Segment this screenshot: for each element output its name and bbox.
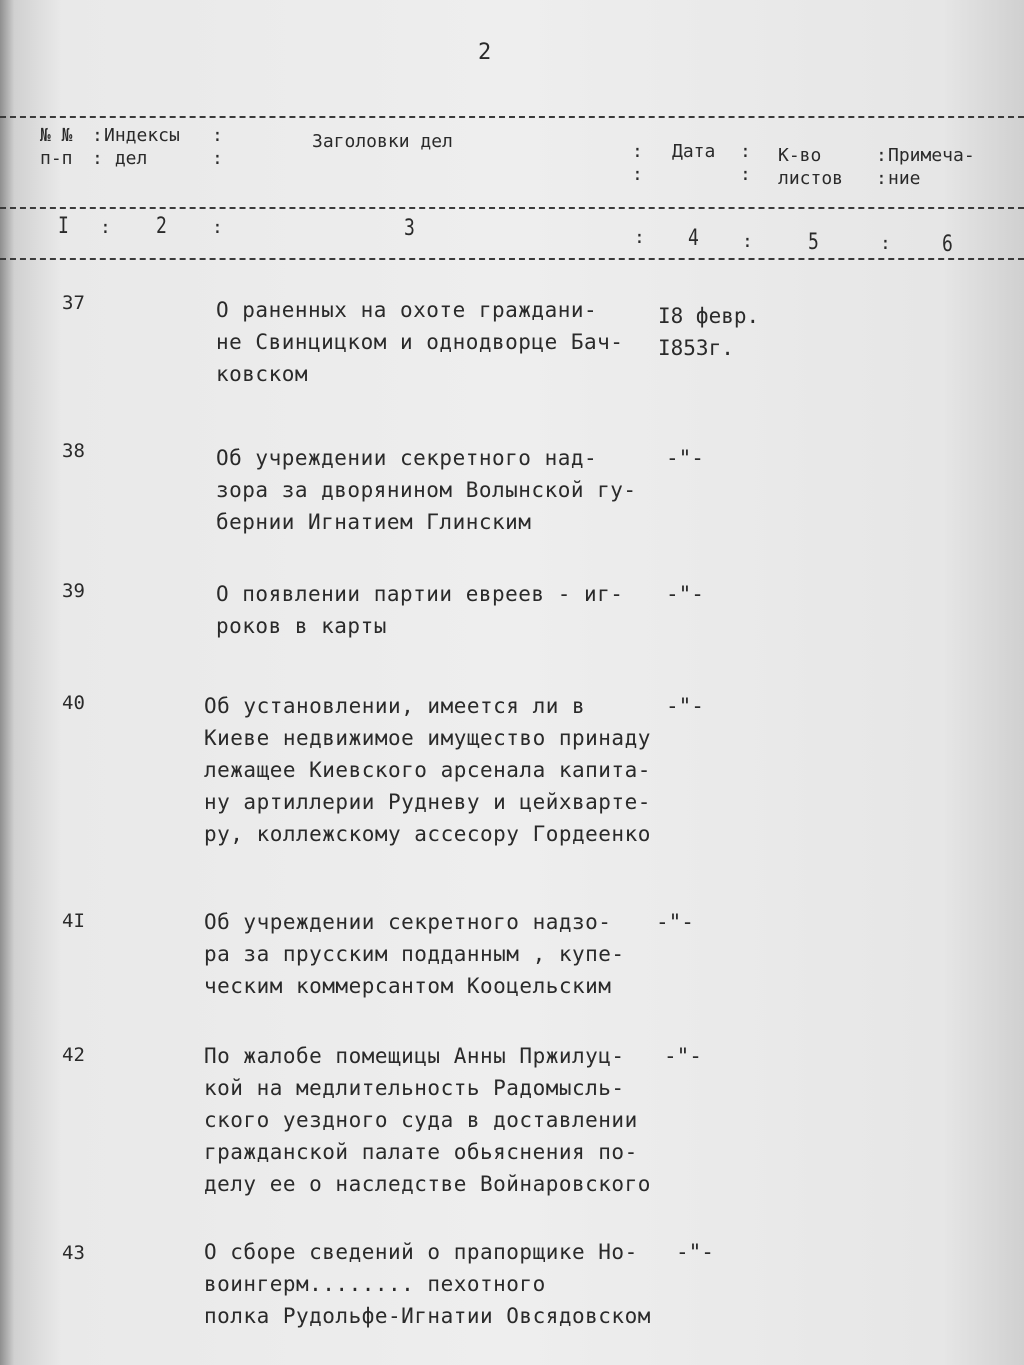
page-binding-edge <box>0 0 14 1365</box>
row-number: 42 <box>62 1044 85 1066</box>
column-number: 6 <box>942 232 953 257</box>
header-bottom-rule <box>0 258 1024 260</box>
row-title: Об учреждении секретного надзо- ра за прусским подданным , купе- ческим коммерсантом Кооцельским <box>204 910 625 998</box>
row-number: 43 <box>62 1242 85 1264</box>
row-date: -"- <box>676 1240 714 1264</box>
header-separator: : : <box>92 125 103 169</box>
header-col-sheets: К-во листов <box>778 145 844 189</box>
header-col-titles: Заголовки дел <box>312 131 453 152</box>
row-title: О появлении партии евреев - иг- роков в карты <box>216 582 624 638</box>
row-date: -"- <box>664 1044 702 1068</box>
header-col-notes: Примеча- ние <box>888 145 975 189</box>
header-separator: : : <box>876 145 887 189</box>
row-number: 38 <box>62 440 85 462</box>
header-top-rule <box>0 116 1024 118</box>
header-col-date: Дата <box>672 141 716 162</box>
column-number: 5 <box>808 230 819 255</box>
header-col-number: № № п-п <box>40 125 73 169</box>
header-separator: : <box>100 217 111 238</box>
header-mid-rule <box>0 207 1024 209</box>
header-separator: : <box>212 217 223 238</box>
column-number: I <box>58 214 69 239</box>
column-number: 4 <box>688 226 699 251</box>
row-date: -"- <box>656 910 694 934</box>
row-date: -"- <box>666 446 704 470</box>
header-col-index: Индексы дел <box>104 125 180 169</box>
row-date: -"- <box>666 694 704 718</box>
row-number: 39 <box>62 580 85 602</box>
row-number: 37 <box>62 292 85 314</box>
column-number: 2 <box>156 214 167 239</box>
row-title: Об установлении, имеется ли в Киеве недвижимое имущество принаду лежащее Киевского арсенала капита- ну артиллерии Рудневу и цейхварте- ру, коллежскому ассесору Гордеенко <box>204 694 651 846</box>
header-separator: : : <box>212 125 223 169</box>
row-number: 4I <box>62 910 85 932</box>
row-date: -"- <box>666 582 704 606</box>
row-number: 40 <box>62 692 85 714</box>
column-number: 3 <box>404 216 415 241</box>
page-number: 2 <box>478 40 492 65</box>
row-title: О сборе сведений о прапорщике Но- воингерм........ пехотного полка Рудольфе-Игнатии Овсядовском <box>204 1240 651 1328</box>
row-title: О раненных на охоте граждани- не Свинцицком и однодворце Бач- ковском <box>216 298 624 386</box>
header-separator: : <box>634 227 645 248</box>
header-separator: : <box>742 231 753 252</box>
row-title: Об учреждении секретного над- зора за дворянином Волынской гу- бернии Игнатием Глинским <box>216 446 637 534</box>
header-separator: : : <box>740 141 751 185</box>
row-title: По жалобе помещицы Анны Пржилуц- кой на медлительность Радомысль- ского уездного суда в доставлении гражданской палате обьяснения по- делу ее о наследстве Войнаровского <box>204 1044 651 1196</box>
header-separator: : : <box>632 141 643 185</box>
header-separator: : <box>880 233 891 254</box>
row-date: I8 февр. I853г. <box>658 304 760 360</box>
